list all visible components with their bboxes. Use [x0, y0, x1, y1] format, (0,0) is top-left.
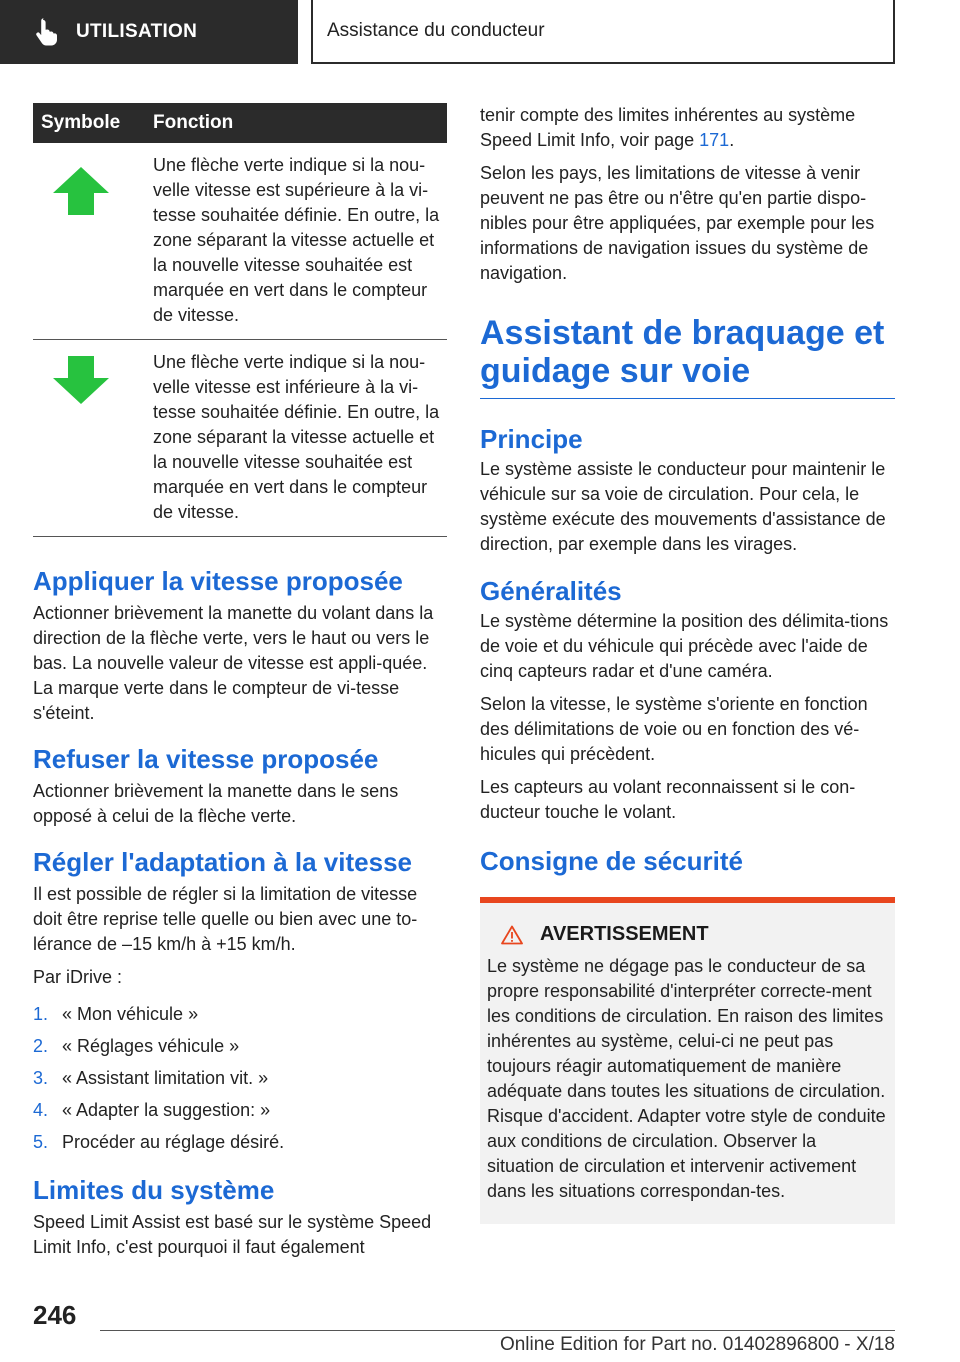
green-down-arrow-icon [51, 354, 111, 406]
heading-general: Généralités [480, 576, 622, 606]
header-section-label: UTILISATION [76, 21, 198, 42]
list-item: 1. « Mon véhicule » [33, 1004, 199, 1024]
list-item: 3. « Assistant limitation vit. » [33, 1068, 269, 1088]
warning-title: AVERTISSEMENT [540, 923, 709, 945]
heading-safety: Consigne de sécurité [480, 846, 743, 876]
heading-apply-speed: Appliquer la vitesse proposée [33, 566, 403, 596]
paragraph-speed-adaptation: Il est possible de régler si la limitation de vitesse doit être reprise telle quelle ou bien avec une to-lérance de –15 km/h à +15 km/h. [33, 884, 418, 954]
paragraph-continued: tenir compte des limites inhérentes au système Speed Limit Info, voir page 171. [480, 105, 856, 150]
paragraph-general-3: Les capteurs au volant reconnaissent si le con-ducteur touche le volant. [480, 777, 856, 822]
heading-refuse-speed: Refuser la vitesse proposée [33, 744, 379, 774]
function-text: Une flèche verte indique si la nou-velle vitesse est supérieure à la vi-tesse souhaitée définie. En outre, la zone séparant la vitesse actuelle et la nouvelle vitesse souhaitée est marquée en vert dans le compteur de vitesse. [153, 155, 440, 325]
page-reference-link[interactable]: 171 [699, 130, 730, 150]
function-text: Une flèche verte indique si la nou-velle vitesse est inférieure à la vi-tesse souhaitée définie. En outre, la zone séparant la vitesse actuelle et la nouvelle vitesse souhaitée est marquée en vert dans le compteur de vitesse. [153, 352, 440, 522]
paragraph-principle: Le système assiste le conducteur pour maintenir le véhicule sur sa voie de circulation. Pour cela, le système exécute des mouvements d'assistance de direction, par exemple dans les virages. [480, 459, 886, 554]
paragraph-general-1: Le système détermine la position des délimita-tions de voie et du véhicule qui précède avec l'aide de cinq capteurs radar et d'une caméra. [480, 611, 889, 681]
warning-text: Le système ne dégage pas le conducteur de sa propre responsabilité d'interpréter correcte-ment les conditions de circulation. En raison des limites inhérentes au système, celui-ci ne peut pas toujours réagir automatiquement de manière adéquate dans toutes les situations de circulation. Risque d'accident. Adapter votre style de conduite aux conditions de circulation. Observer la situation de circulation et intervenir activement dans les situations correspondan-tes. [487, 956, 886, 1201]
header-section-tab [0, 0, 298, 64]
heading-speed-adaptation: Régler l'adaptation à la vitesse [33, 847, 412, 877]
paragraph-system-limits: Speed Limit Assist est basé sur le système Speed Limit Info, c'est pourquoi il faut également [33, 1212, 432, 1257]
paragraph-apply-speed: Actionner brièvement la manette du volant dans la direction de la flèche verte, vers le haut ou vers le bas. La nouvelle valeur de vitesse est appli-quée. La marque verte dans le compteur de vi-tesse s'éteint. [33, 603, 434, 723]
heading-steering-assistant: Assistant de braquage et guidage sur voie [480, 314, 895, 399]
right-column [480, 103, 895, 1224]
paragraph-countries: Selon les pays, les limitations de vitesse à venir peuvent ne pas être ou n'être qu'en partie dispo-nibles pour être appliquées, par exemple pour les informations de navigation issues du système de navigation. [480, 163, 875, 283]
paragraph-idrive: Par iDrive : [33, 967, 123, 987]
warning-header [501, 923, 888, 946]
heading-system-limits: Limites du système [33, 1175, 275, 1205]
steps-list [33, 1002, 447, 1162]
warning-triangle-icon [501, 925, 523, 945]
page-title: Assistance du conducteur [327, 20, 545, 41]
function-column-header: Fonction [151, 103, 447, 143]
paragraph-refuse-speed: Actionner brièvement la manette dans le sens opposé à celui de la flèche verte. [33, 781, 399, 826]
footer-divider [100, 1330, 895, 1331]
table-row [33, 143, 447, 340]
left-column [33, 103, 447, 1260]
green-up-arrow-icon [51, 165, 111, 217]
symbol-table [33, 103, 447, 537]
page-number: 246 [33, 1300, 77, 1330]
warning-box [480, 897, 895, 1224]
header-title-box [311, 0, 895, 64]
list-item: 4. « Adapter la suggestion: » [33, 1100, 271, 1120]
list-item: 2. « Réglages véhicule » [33, 1036, 240, 1056]
heading-principle: Principe [480, 424, 583, 454]
paragraph-general-2: Selon la vitesse, le système s'oriente en fonction des délimitations de voie ou en fonction des vé-hicules qui précèdent. [480, 694, 868, 764]
symbol-column-header: Symbole [33, 103, 151, 143]
hand-pointer-icon [32, 17, 62, 47]
table-row [33, 340, 447, 537]
edition-text: Online Edition for Part no. 01402896800 - X/18 [499, 1334, 895, 1355]
list-item: 5. Procéder au réglage désiré. [33, 1132, 285, 1152]
